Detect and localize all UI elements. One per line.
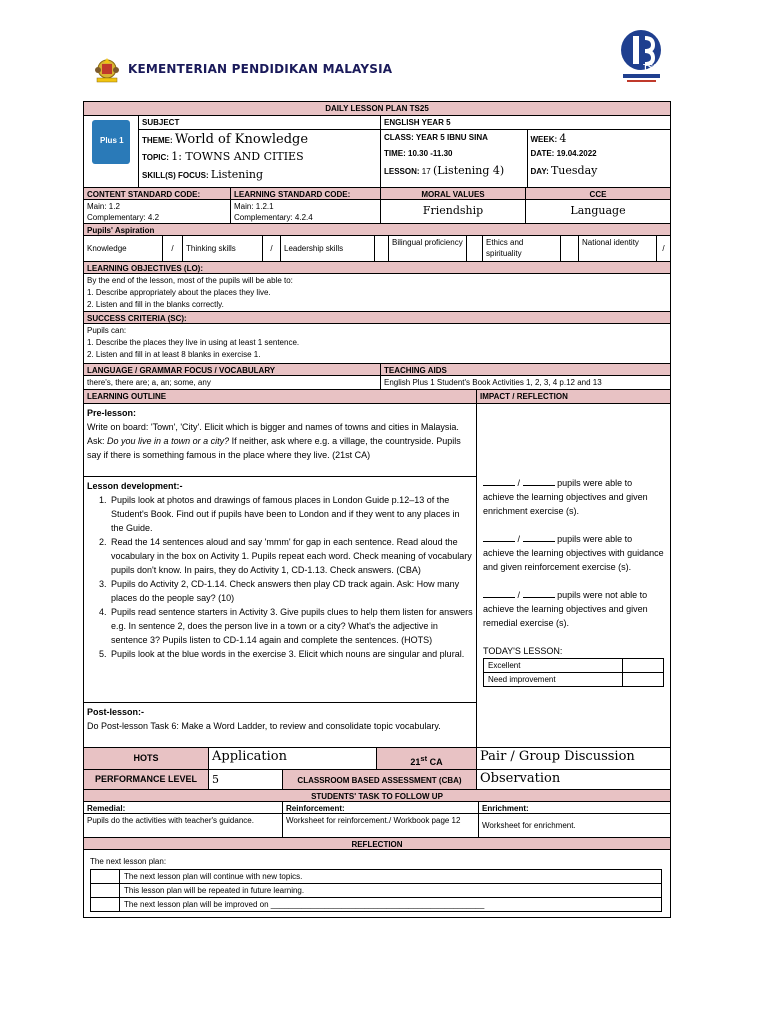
ministry-name: KEMENTERIAN PENDIDIKAN MALAYSIA — [128, 62, 393, 76]
topic-value: 1: TOWNS AND CITIES — [171, 150, 304, 163]
cce-header: CCE — [525, 188, 670, 199]
pre-lesson-question: Do you live in a town or a city? — [107, 436, 230, 446]
enrichment-value: Worksheet for enrichment. — [478, 814, 670, 837]
aspiration-ethics-mark — [560, 236, 578, 261]
theme-value: World of Knowledge — [174, 132, 309, 147]
reflection-checkbox[interactable] — [91, 898, 120, 912]
outline-header: LEARNING OUTLINE — [84, 390, 476, 403]
development-step: 4. Pupils read sentence starters in Activity 3. Give pupils clues to help them listen for answers e.g. In sentence 2, does the person live in a town or a city? What's the adjective in sentence 3? Pupils listen to CD-1.14 again and complete the sentences. (HOTS) — [109, 605, 473, 647]
week-label: WEEK: — [530, 135, 558, 144]
aspiration-bilingual: Bilingual proficiency — [388, 236, 466, 261]
reflection-table — [90, 869, 662, 912]
book-cover — [84, 116, 138, 187]
aspiration-knowledge: Knowledge — [87, 244, 127, 253]
hots-label: HOTS — [84, 748, 208, 769]
learning-complementary: Complementary: 4.2.4 — [234, 213, 313, 222]
reflection-checkbox[interactable] — [91, 870, 120, 884]
remedial-value: Pupils do the activities with teacher's guidance. — [87, 816, 254, 825]
cce-value: Language — [525, 200, 670, 223]
subject-value: ENGLISH YEAR 5 — [381, 116, 670, 130]
aspiration-leadership: Leadership skills — [280, 236, 374, 261]
impact-header: IMPACT / REFLECTION — [476, 390, 670, 403]
language-header: LANGUAGE / GRAMMAR FOCUS / VOCABULARY — [84, 364, 380, 375]
reflection-checkbox[interactable] — [91, 884, 120, 898]
followup-header: STUDENTS' TASK TO FOLLOW UP — [84, 790, 670, 801]
cba-value: Observation — [476, 770, 670, 789]
ts25-logo-icon — [619, 26, 664, 88]
pre-lesson-title: Pre-lesson: — [87, 408, 137, 418]
teaching-aids-value: English Plus 1 Student's Book Activities 1, 2, 3, 4 p.12 and 13 — [380, 376, 670, 389]
time-label: TIME: — [384, 149, 406, 158]
objective-item: 2. Listen and fill in the blanks correctly. — [87, 300, 224, 309]
slash: / — [517, 478, 521, 488]
book-cover-icon: Plus 1 — [92, 120, 130, 164]
aspiration-leadership-mark — [374, 236, 388, 261]
theme-label: THEME: — [142, 136, 173, 145]
objectives-intro: By the end of the lesson, most of the pupils will be able to: — [87, 276, 293, 285]
aspiration-knowledge-mark: / — [162, 236, 182, 261]
aspiration-bilingual-mark — [466, 236, 482, 261]
development-title: Lesson development:- — [87, 481, 183, 491]
development-step: 1. Pupils look at photos and drawings of famous places in London Guide p.12–13 of the Student's Book. Find out if pupils have been to London and if they went to any places in the Guide. — [109, 493, 473, 535]
content-standard-header: CONTENT STANDARD CODE: — [84, 188, 230, 199]
aspiration-thinking-mark: / — [262, 236, 280, 261]
pre-lesson-text: Write on board: 'Town', 'City'. Elicit which is bigger and names of towns and cities in Malaysia. Ask: — [87, 422, 459, 446]
slash: / — [517, 534, 521, 544]
content-complementary: Complementary: 4.2 — [87, 213, 160, 222]
subject-label: SUBJECT — [139, 116, 380, 130]
objective-item: 1. Describe appropriately about the places they live. — [87, 288, 271, 297]
criteria-header: SUCCESS CRITERIA (SC): — [84, 312, 670, 323]
day-value: Tuesday — [550, 164, 598, 177]
post-lesson-text: Do Post-lesson Task 6: Make a Word Ladder, to review and consolidate topic vocabulary. — [87, 721, 441, 731]
week-value: 4 — [559, 132, 567, 145]
criteria-intro: Pupils can: — [87, 326, 127, 335]
plan-title: DAILY LESSON PLAN TS25 — [84, 102, 670, 115]
learning-main: Main: 1.2.1 — [234, 202, 274, 211]
aspiration-national: National identity — [578, 236, 656, 261]
enrichment-label: Enrichment: — [478, 802, 670, 813]
improve-label: Need improvement — [484, 673, 623, 687]
remedial-label: Remedial: — [87, 804, 126, 813]
slash: / — [517, 590, 521, 600]
reinforcement-value: Worksheet for reinforcement./ Workbook page 12 — [282, 814, 478, 837]
lesson-label: LESSON: — [384, 167, 420, 176]
lesson-plan-sheet — [83, 101, 671, 918]
date-label: DATE: — [530, 149, 555, 158]
excellent-checkbox[interactable] — [623, 659, 664, 673]
reinforcement-label: Reinforcement: — [282, 802, 478, 813]
reflection-header: REFLECTION — [84, 838, 670, 849]
skill-label: SKILL(S) FOCUS: — [142, 171, 209, 180]
reflection-item: The next lesson plan will continue with new topics. — [120, 870, 662, 884]
impact-remedial: pupils were not able to achieve the learning objectives and given remedial exercise (s). — [483, 590, 648, 628]
lesson-extra: (Listening 4) — [432, 164, 505, 177]
todays-lesson-table — [483, 658, 664, 687]
teaching-aids-header: TEACHING AIDS — [380, 364, 670, 375]
language-value: there's, there are; a, an; some, any — [87, 378, 211, 387]
improve-checkbox[interactable] — [623, 673, 664, 687]
time-value: 10.30 -11.30 — [408, 149, 453, 158]
moral-value: Friendship — [380, 200, 525, 223]
criteria-item: 2. Listen and fill in at least 8 blanks in exercise 1. — [87, 350, 261, 359]
ca-label: 21st CA — [376, 748, 476, 769]
post-lesson-title: Post-lesson:- — [87, 707, 145, 717]
development-step: 5. Pupils look at the blue words in the exercise 3. Elicit which nouns are singular and plural. — [109, 647, 473, 661]
lesson-value: 17 — [421, 167, 431, 176]
impact-enrichment: pupils were able to achieve the learning objectives and given enrichment exercise (s). — [483, 478, 648, 516]
coat-of-arms-icon — [92, 56, 122, 86]
development-step: 3. Pupils do Activity 2, CD-1.14. Check answers then play CD track again. Ask: How many places do the people say? (10) — [109, 577, 473, 605]
cba-label: CLASSROOM BASED ASSESSMENT (CBA) — [282, 770, 476, 789]
objectives-header: LEARNING OBJECTIVES (LO): — [84, 262, 670, 273]
skill-value: Listening — [210, 168, 264, 181]
day-label: DAY: — [530, 167, 549, 176]
reflection-item: The next lesson plan will be improved on ________________________________________________ — [120, 898, 662, 912]
reflection-intro: The next lesson plan: — [90, 857, 167, 866]
class-label: CLASS: YEAR 5 IBNU SINA — [384, 133, 488, 142]
impact-reinforcement: pupils were able to achieve the learning objectives with guidance and given reinforcement exercise (s). — [483, 534, 664, 572]
aspiration-header: Pupils' Aspiration — [84, 224, 670, 235]
excellent-label: Excellent — [484, 659, 623, 673]
learning-standard-header: LEARNING STANDARD CODE: — [230, 188, 380, 199]
logo-text: TS25 — [643, 63, 663, 72]
aspiration-national-mark: / — [656, 236, 670, 261]
performance-label: PERFORMANCE LEVEL — [84, 770, 208, 789]
development-step: 2. Read the 14 sentences aloud and say 'mmm' for gap in each sentence. Read aloud the vocabulary in the box on Activity 1. Pupils repeat each word. Check meaning of vocabulary pupils don't know. In pairs, they do Activity 1, CD-1.13. Check answers. (CBA) — [109, 535, 473, 577]
aspiration-ethics: Ethics and spirituality — [482, 236, 560, 261]
todays-lesson-label: TODAY'S LESSON: — [483, 646, 563, 656]
moral-values-header: MORAL VALUES — [380, 188, 525, 199]
topic-label: TOPIC: — [142, 153, 169, 162]
criteria-item: 1. Describe the places they live in using at least 1 sentence. — [87, 338, 300, 347]
hots-value: Application — [208, 748, 376, 769]
content-main: Main: 1.2 — [87, 202, 120, 211]
ca-value: Pair / Group Discussion — [476, 748, 670, 769]
aspiration-thinking: Thinking skills — [182, 236, 262, 261]
date-value: 19.04.2022 — [556, 149, 597, 158]
performance-value: 5 — [208, 770, 282, 789]
pre-lesson-text-b: If neither, ask where e.g. a village, the countryside. Pupils say if there is something famous in the place where they live. (21st CA) — [87, 436, 461, 460]
reflection-item: This lesson plan will be repeated in future learning. — [120, 884, 662, 898]
